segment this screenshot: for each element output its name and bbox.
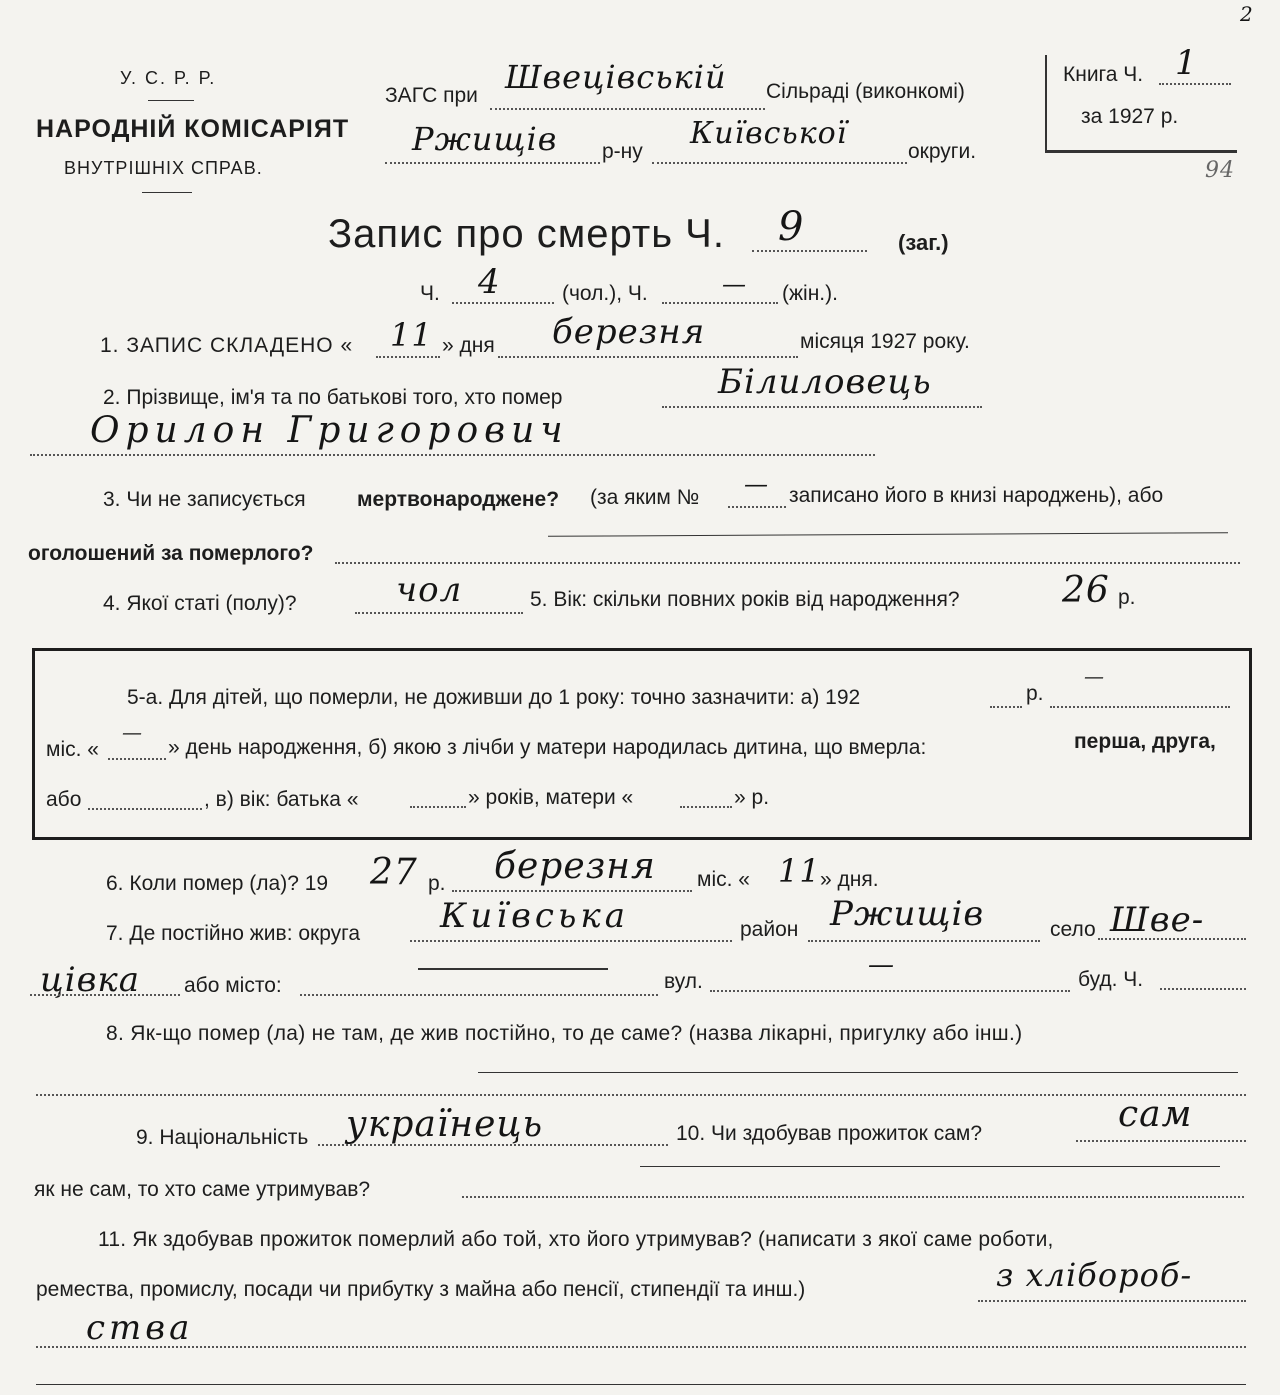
field7-selo-handwritten-cont: цівка — [40, 960, 140, 1000]
field3-label-b: мертвонароджене? — [357, 488, 560, 511]
field11-handwritten-1: з хлібороб- — [996, 1256, 1193, 1294]
field4-sex-line — [355, 612, 523, 614]
zags-village-line — [490, 108, 765, 110]
field1-day-handwritten: 11 — [390, 316, 433, 354]
field5a-month-line — [1050, 706, 1230, 708]
male-count-handwritten: 4 — [478, 262, 501, 302]
zags-district-line — [385, 162, 600, 164]
page-number-pencil: 94 — [1205, 158, 1235, 183]
field3-answer-line — [335, 562, 1240, 564]
field7-city-label: або місто: — [184, 974, 282, 997]
record-title: Запис про смерть Ч. — [328, 212, 725, 256]
field10b-handwritten-dash — [640, 1166, 1220, 1167]
field6-year-suffix: р. — [428, 872, 446, 895]
field6-month-label: міс. « — [697, 868, 750, 891]
field7-selo-cont-line — [30, 994, 180, 996]
field5-age-handwritten: 26 — [1062, 570, 1110, 611]
field3-label-e: оголошений за померлого? — [28, 542, 314, 565]
field5a-line3-a: або — [46, 788, 82, 811]
field6-year-handwritten: 27 — [370, 852, 418, 893]
field7-city-line — [300, 994, 658, 996]
field8-answer-line — [36, 1094, 1246, 1096]
field2-label: 2. Прізвище, ім'я та по батькові того, хто помер — [103, 386, 563, 409]
field3-label-c: (за яким № — [590, 486, 700, 509]
field6-label: 6. Коли помер (ла)? 19 — [106, 872, 329, 895]
field3-label-d: записано його в книзі народжень), або — [789, 484, 1164, 507]
field5a-line1: 5-а. Для дітей, що померли, не доживши до 1 року: точно зазначити: а) 192 — [127, 686, 861, 709]
field9-label: 9. Національність — [136, 1126, 309, 1149]
field10-label: 10. Чи здобував прожиток сам? — [676, 1122, 982, 1145]
zags-district-label: р-ну — [602, 140, 643, 163]
zags-village-handwritten: Швецівській — [505, 58, 727, 96]
field5a-line1-end: р. — [1026, 682, 1044, 705]
field10b-label: як не сам, то хто саме утримував? — [34, 1178, 371, 1201]
book-number-line — [1159, 83, 1231, 85]
book-year: за 1927 р. — [1081, 105, 1179, 128]
field11-answer-line1 — [978, 1300, 1246, 1302]
field5a-order-line — [88, 808, 202, 810]
field5a-line2-a: міс. « — [46, 738, 99, 761]
record-title-suffix: (заг.) — [898, 230, 949, 255]
field3-label-a: 3. Чи не записується — [103, 488, 306, 511]
field1-suffix: місяця 1927 року. — [800, 330, 970, 353]
field5a-line2-bold: перша, друга, — [1074, 730, 1216, 753]
field5a-month-handwritten: — — [1084, 664, 1105, 688]
field11-handwritten-2: ства — [86, 1308, 194, 1348]
field7-street-line — [710, 990, 1070, 992]
zags-council-label: Сільраді (виконкомі) — [766, 80, 965, 103]
field7-rayon-line — [808, 940, 1040, 942]
field10-handwritten: сам — [1118, 1094, 1193, 1135]
field1-label: 1. ЗАПИС СКЛАДЕНО « — [100, 334, 354, 357]
field5a-year-line — [990, 706, 1022, 708]
field2-name-line — [30, 454, 875, 456]
field5a-line2-b: » день народження, б) якою з лічби у матери народилась дитина, що вмерла: — [168, 736, 927, 759]
zags-okrug-handwritten: Київської — [690, 116, 848, 151]
field3-num-line — [728, 506, 786, 508]
field2-name-handwritten: Орилон Григорович — [90, 410, 569, 451]
zags-okrug-label: округи. — [908, 140, 977, 163]
field3-handwritten-dash-line — [548, 532, 1228, 537]
field10b-answer-line — [462, 1196, 1244, 1198]
field10-line — [1076, 1140, 1246, 1142]
field7-label: 7. Де постійно жив: округа — [106, 922, 361, 945]
field1-day-label: » дня — [442, 334, 495, 357]
book-label: Книга Ч. — [1063, 63, 1144, 86]
female-count-label: (жін.). — [782, 282, 838, 305]
field7-okrug-line — [410, 940, 732, 942]
field6-month-line — [452, 890, 692, 892]
field7-rayon-handwritten: Ржищів — [830, 894, 985, 934]
zags-prefix: ЗАГС при — [385, 84, 478, 107]
field8-label: 8. Як-що помер (ла) не там, де жив постійно, то де саме? (назва лікарні, пригулку або інш.) — [106, 1022, 1023, 1045]
field5a-day-handwritten: — — [122, 720, 143, 744]
field9-nat-handwritten: українець — [346, 1104, 544, 1145]
field7-selo-handwritten: Шве- — [1110, 900, 1205, 940]
field4-sex-handwritten: чол — [396, 570, 463, 610]
field11-bottom-line — [36, 1384, 1246, 1385]
header-rule-bottom — [142, 192, 192, 193]
republic-label: У. С. Р. Р. — [120, 68, 217, 88]
field7-street-label: вул. — [664, 970, 703, 993]
field11-answer-line2 — [36, 1346, 1246, 1348]
female-count-handwritten: — — [722, 270, 747, 298]
field7-city-dash — [418, 968, 608, 970]
field7-street-handwritten: — — [868, 950, 895, 980]
record-number-line — [752, 250, 867, 252]
book-box — [1045, 43, 1237, 153]
field5a-father-age-line — [410, 806, 466, 808]
field7-selo-label: село — [1050, 918, 1096, 941]
field5-age-label: 5. Вік: скільки повних років від народження? — [530, 588, 960, 611]
field11-line1: 11. Як здобував прожиток померлий або той, хто його утримував? (написати з якої саме роботи, — [98, 1228, 1054, 1251]
field7-house-label: буд. Ч. — [1078, 968, 1144, 991]
field7-okrug-handwritten: Київська — [440, 896, 630, 936]
field8-handwritten-dash — [478, 1072, 1238, 1073]
field1-day-line — [376, 356, 440, 358]
male-count-line — [452, 302, 554, 304]
field7-house-line — [1160, 988, 1246, 990]
field2-surname-line — [662, 406, 982, 408]
field5a-line3-c: » років, матери « — [468, 786, 634, 809]
department-label: ВНУТРІШНІХ СПРАВ. — [64, 158, 263, 178]
zags-district-handwritten: Ржищів — [412, 120, 558, 158]
field2-surname-handwritten: Білиловець — [718, 362, 932, 402]
record-number-handwritten: 9 — [778, 204, 805, 250]
female-count-line — [662, 302, 778, 304]
field5-age-suffix: р. — [1118, 586, 1136, 609]
field5a-line3-d: » р. — [734, 786, 770, 809]
field6-day-handwritten: 11 — [778, 852, 821, 890]
subtitle-c1: Ч. — [420, 282, 440, 305]
field6-month-handwritten: березня — [494, 846, 656, 887]
ministry-label: НАРОДНІЙ КОМІСАРІЯТ — [36, 115, 350, 143]
field3-num-handwritten: — — [744, 470, 769, 498]
field5a-line3-b: , в) вік: батька « — [204, 788, 359, 811]
male-count-label: (чол.), Ч. — [562, 282, 648, 305]
header-rule-top — [148, 100, 194, 101]
field1-month-handwritten: березня — [552, 312, 706, 352]
field5a-day-line — [108, 758, 166, 760]
field6-day-label: » дня. — [820, 868, 879, 891]
field5a-mother-age-line — [680, 806, 732, 808]
zags-okrug-line — [652, 162, 907, 164]
field11-line2: ремества, промислу, посади чи прибутку з майна або пенсії, стипендії та инш.) — [36, 1278, 806, 1301]
corner-mark: 2 — [1240, 2, 1254, 26]
field4-label: 4. Якої статі (полу)? — [103, 592, 297, 615]
field7-rayon-label: район — [740, 918, 799, 941]
field1-month-line — [498, 356, 798, 358]
book-number-handwritten: 1 — [1175, 43, 1198, 83]
